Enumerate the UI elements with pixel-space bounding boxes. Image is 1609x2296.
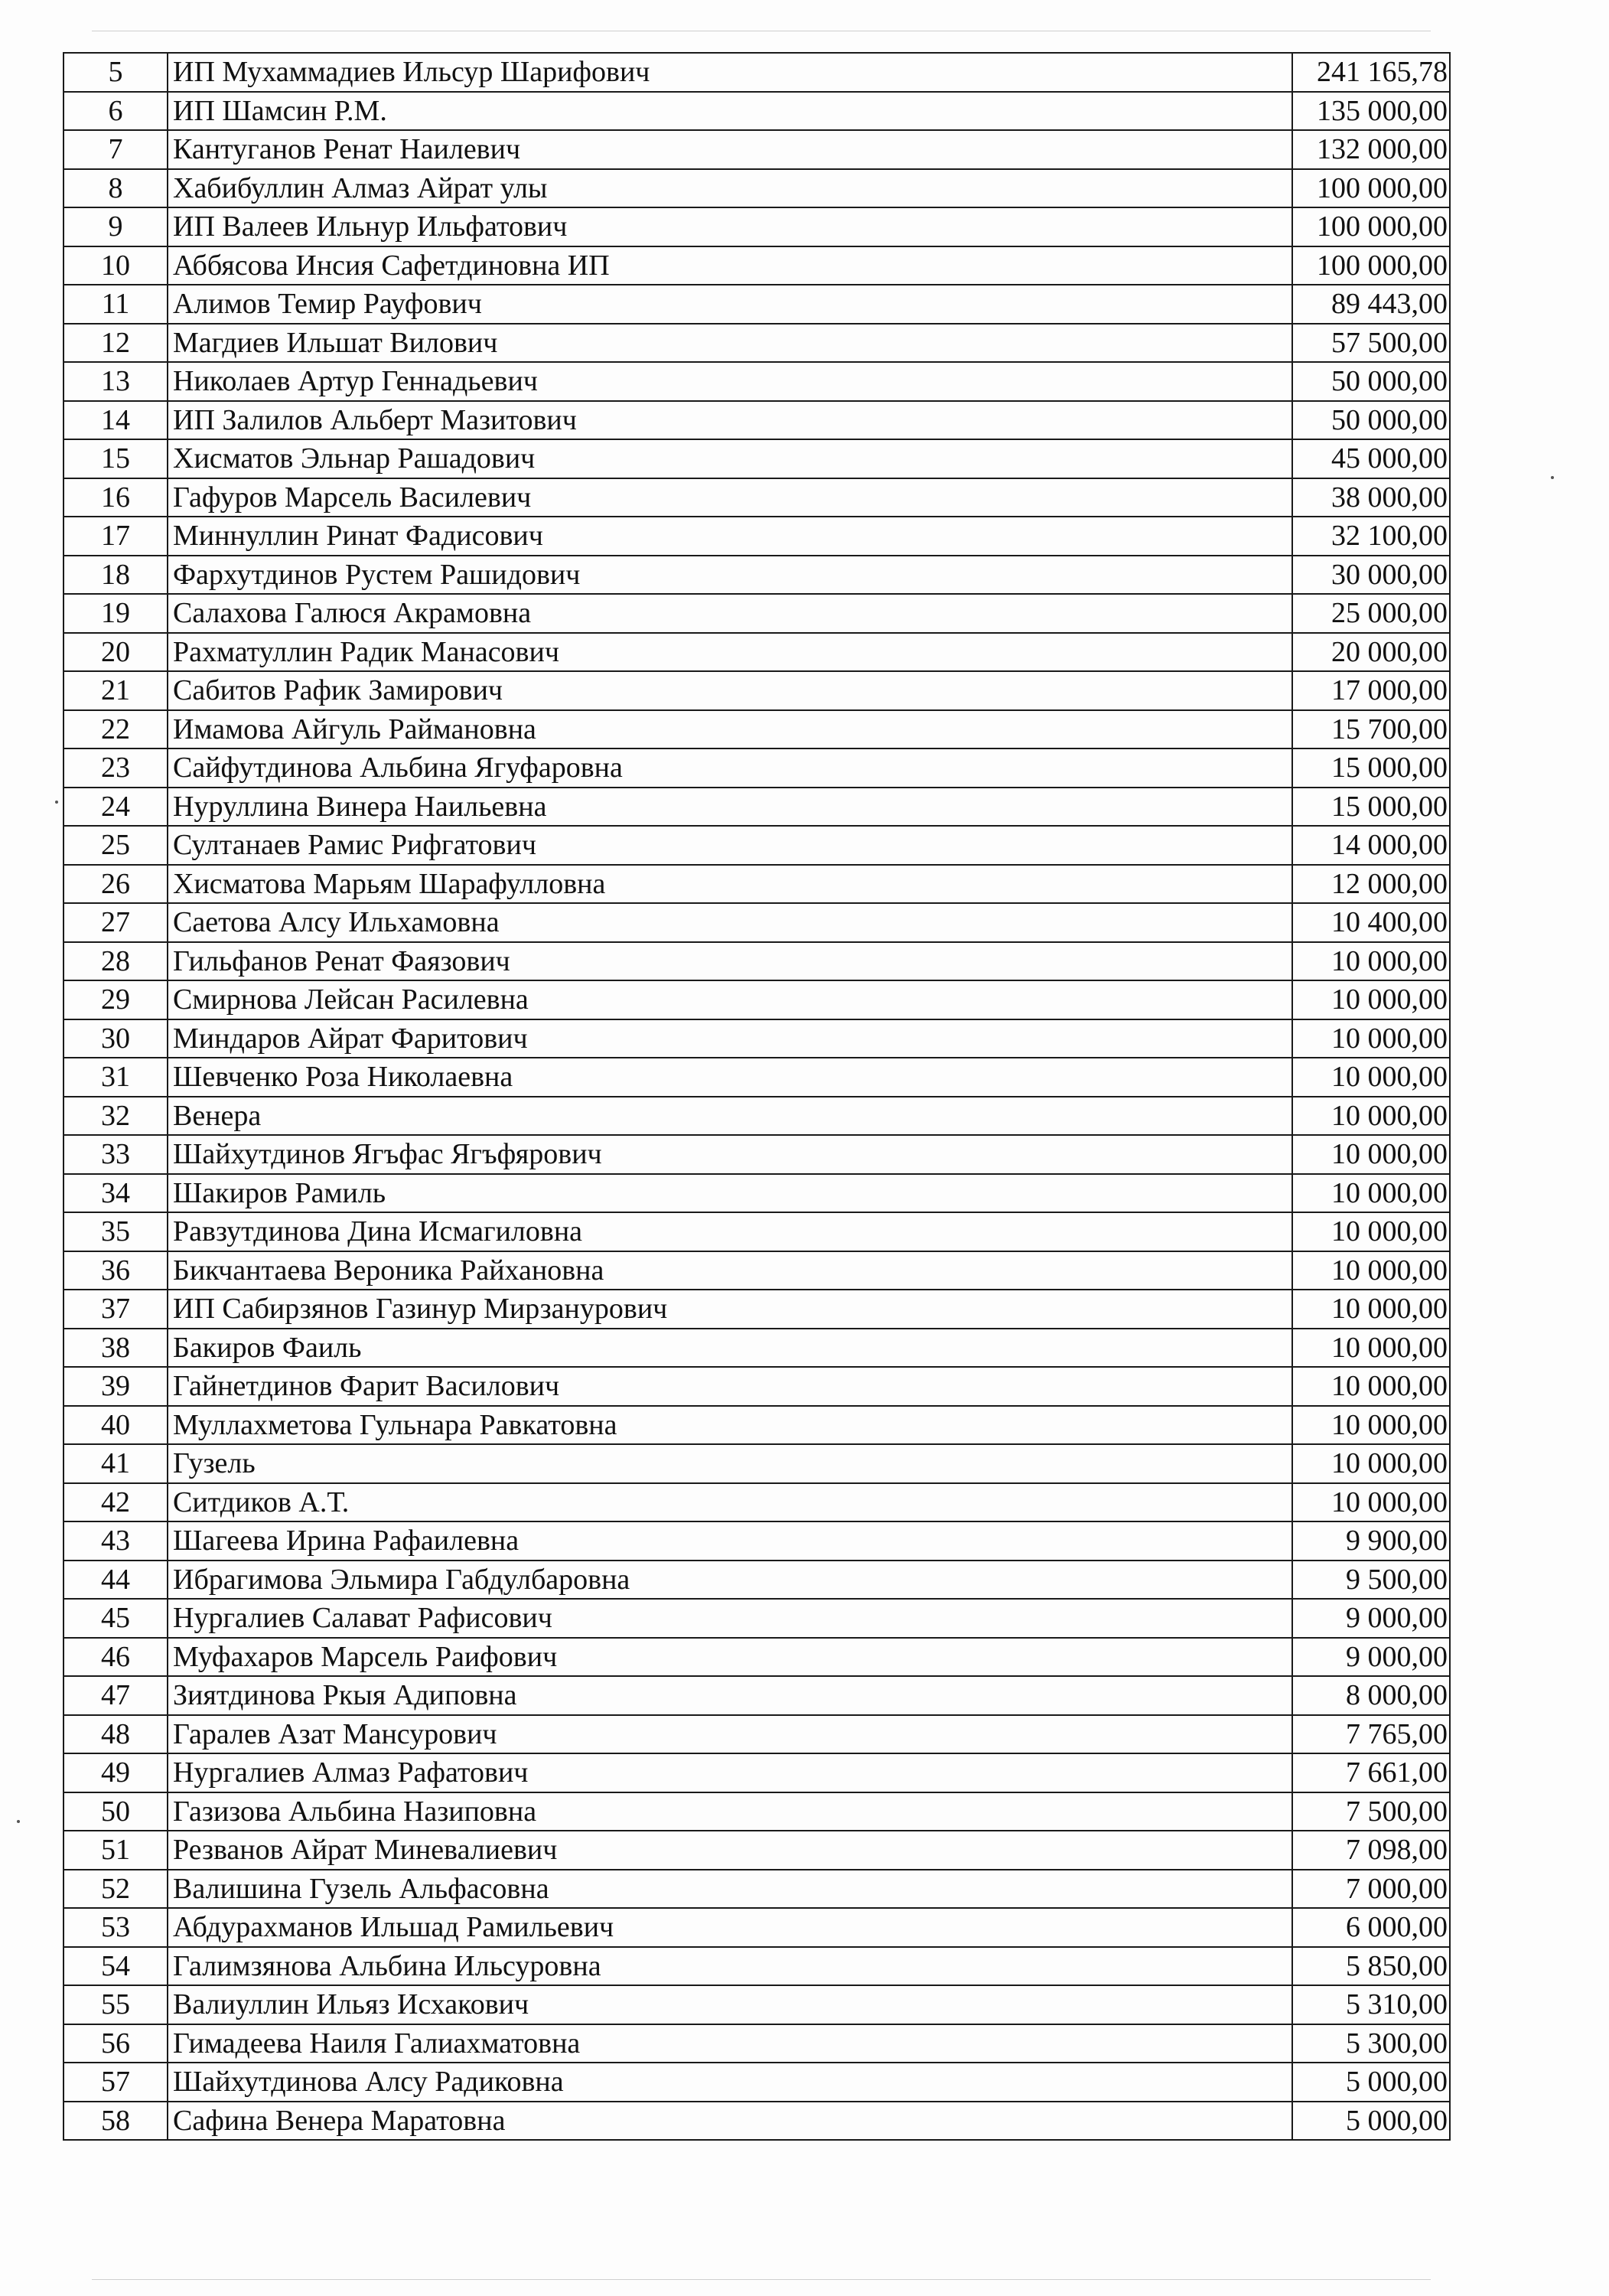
table-row: [64, 942, 1450, 981]
row-number: 8: [64, 169, 168, 208]
row-number: 54: [64, 1947, 168, 1986]
row-number: 10: [64, 246, 168, 285]
row-number: 19: [64, 594, 168, 633]
row-number: 34: [64, 1174, 168, 1213]
payment-amount: 10 400,00: [1292, 903, 1450, 942]
payer-name: Гимадеева Наиля Галиахматовна: [168, 2024, 1292, 2063]
table-row: [64, 1058, 1450, 1097]
table-row: [64, 1521, 1450, 1561]
payment-amount: 5 000,00: [1292, 2102, 1450, 2141]
payment-amount: 100 000,00: [1292, 207, 1450, 246]
payment-amount: 241 165,78: [1292, 53, 1450, 92]
payer-name: Зиятдинова Ркыя Адиповна: [168, 1676, 1292, 1715]
payment-amount: 135 000,00: [1292, 92, 1450, 131]
payment-amount: 10 000,00: [1292, 1058, 1450, 1097]
payment-amount: 10 000,00: [1292, 942, 1450, 981]
row-number: 53: [64, 1908, 168, 1947]
table-row: [64, 517, 1450, 556]
row-number: 57: [64, 2063, 168, 2102]
payment-amount: 10 000,00: [1292, 1251, 1450, 1290]
payer-name: Ситдиков А.Т.: [168, 1483, 1292, 1522]
table-row: [64, 285, 1450, 324]
payment-amount: 57 500,00: [1292, 324, 1450, 363]
table-row: [64, 1135, 1450, 1174]
payment-amount: 7 098,00: [1292, 1831, 1450, 1870]
table-row: [64, 1831, 1450, 1870]
payer-name: Сайфутдинова Альбина Ягуфаровна: [168, 748, 1292, 788]
payer-name: Шагеева Ирина Рафаилевна: [168, 1521, 1292, 1561]
row-number: 29: [64, 980, 168, 1019]
payment-amount: 10 000,00: [1292, 1483, 1450, 1522]
payer-name: Абдурахманов Ильшад Рамильевич: [168, 1908, 1292, 1947]
row-number: 9: [64, 207, 168, 246]
row-number: 41: [64, 1444, 168, 1483]
payment-amount: 30 000,00: [1292, 556, 1450, 595]
table-row: [64, 556, 1450, 595]
scan-artifact-line: [92, 2279, 1431, 2280]
payer-name: Гузель: [168, 1444, 1292, 1483]
row-number: 30: [64, 1019, 168, 1058]
table-row: [64, 439, 1450, 478]
payer-name: ИП Валеев Ильнур Ильфатович: [168, 207, 1292, 246]
table-row: [64, 788, 1450, 827]
row-number: 31: [64, 1058, 168, 1097]
row-number: 24: [64, 788, 168, 827]
row-number: 56: [64, 2024, 168, 2063]
table-row: [64, 130, 1450, 169]
table-row: [64, 1676, 1450, 1715]
row-number: 12: [64, 324, 168, 363]
row-number: 16: [64, 478, 168, 517]
table-row: [64, 207, 1450, 246]
payment-amount: 32 100,00: [1292, 517, 1450, 556]
payment-amount: 89 443,00: [1292, 285, 1450, 324]
payer-name: Нургалиев Салават Рафисович: [168, 1599, 1292, 1638]
table-row: [64, 1406, 1450, 1445]
payment-amount: 7 500,00: [1292, 1792, 1450, 1831]
payment-amount: 10 000,00: [1292, 980, 1450, 1019]
row-number: 26: [64, 865, 168, 904]
payer-name: Кантуганов Ренат Наилевич: [168, 130, 1292, 169]
payer-name: ИП Мухаммадиев Ильсур Шарифович: [168, 53, 1292, 92]
row-number: 11: [64, 285, 168, 324]
table-row: [64, 1097, 1450, 1136]
row-number: 47: [64, 1676, 168, 1715]
payer-name: Муфахаров Марсель Раифович: [168, 1638, 1292, 1677]
table-row: [64, 633, 1450, 672]
payer-name: Хисматова Марьям Шарафулловна: [168, 865, 1292, 904]
payment-amount: 10 000,00: [1292, 1174, 1450, 1213]
payment-amount: 10 000,00: [1292, 1097, 1450, 1136]
payment-amount: 7 661,00: [1292, 1753, 1450, 1792]
table-row: [64, 1290, 1450, 1329]
payment-amount: 9 900,00: [1292, 1521, 1450, 1561]
payment-amount: 8 000,00: [1292, 1676, 1450, 1715]
payer-name: Венера: [168, 1097, 1292, 1136]
payment-amount: 14 000,00: [1292, 826, 1450, 865]
payer-name: Гильфанов Ренат Фаязович: [168, 942, 1292, 981]
row-number: 37: [64, 1290, 168, 1329]
payer-name: Гайнетдинов Фарит Василович: [168, 1367, 1292, 1406]
payment-amount: 20 000,00: [1292, 633, 1450, 672]
payer-name: Галимзянова Альбина Ильсуровна: [168, 1947, 1292, 1986]
payer-name: Николаев Артур Геннадьевич: [168, 362, 1292, 401]
row-number: 42: [64, 1483, 168, 1522]
table-row: [64, 1985, 1450, 2024]
row-number: 44: [64, 1561, 168, 1600]
table-row: [64, 2024, 1450, 2063]
payment-amount: 10 000,00: [1292, 1019, 1450, 1058]
row-number: 6: [64, 92, 168, 131]
table-row: [64, 478, 1450, 517]
table-row: [64, 2063, 1450, 2102]
payment-amount: 50 000,00: [1292, 362, 1450, 401]
payment-amount: 132 000,00: [1292, 130, 1450, 169]
row-number: 49: [64, 1753, 168, 1792]
table-row: [64, 594, 1450, 633]
payment-amount: 100 000,00: [1292, 169, 1450, 208]
payer-name: Хабибуллин Алмаз Айрат улы: [168, 169, 1292, 208]
payer-name: Гафуров Марсель Василевич: [168, 478, 1292, 517]
table-row: [64, 362, 1450, 401]
payment-amount: 100 000,00: [1292, 246, 1450, 285]
table-row: [64, 1329, 1450, 1368]
payer-name: Салахова Галюся Акрамовна: [168, 594, 1292, 633]
table-row: [64, 748, 1450, 788]
payer-name: Равзутдинова Дина Исмагиловна: [168, 1212, 1292, 1251]
payment-amount: 5 850,00: [1292, 1947, 1450, 1986]
payment-amount: 38 000,00: [1292, 478, 1450, 517]
row-number: 14: [64, 401, 168, 440]
row-number: 17: [64, 517, 168, 556]
row-number: 21: [64, 671, 168, 710]
row-number: 13: [64, 362, 168, 401]
payer-name: Резванов Айрат Миневалиевич: [168, 1831, 1292, 1870]
row-number: 46: [64, 1638, 168, 1677]
payment-amount: 10 000,00: [1292, 1367, 1450, 1406]
payer-name: ИП Залилов Альберт Мазитович: [168, 401, 1292, 440]
payer-name: Гаралев Азат Мансурович: [168, 1715, 1292, 1754]
scan-speck: [17, 1820, 20, 1823]
payment-amount: 5 000,00: [1292, 2063, 1450, 2102]
row-number: 20: [64, 633, 168, 672]
row-number: 15: [64, 439, 168, 478]
payer-name: Шайхутдинов Ягъфас Ягъфярович: [168, 1135, 1292, 1174]
row-number: 45: [64, 1599, 168, 1638]
table-row: [64, 169, 1450, 208]
payment-amount: 50 000,00: [1292, 401, 1450, 440]
row-number: 33: [64, 1135, 168, 1174]
table-row: [64, 92, 1450, 131]
table-row: [64, 1174, 1450, 1213]
row-number: 55: [64, 1985, 168, 2024]
payments-table-body: [64, 53, 1450, 2140]
payer-name: Смирнова Лейсан Расилевна: [168, 980, 1292, 1019]
row-number: 25: [64, 826, 168, 865]
table-row: [64, 1019, 1450, 1058]
payer-name: Нургалиев Алмаз Рафатович: [168, 1753, 1292, 1792]
row-number: 58: [64, 2102, 168, 2141]
payer-name: Миннуллин Ринат Фадисович: [168, 517, 1292, 556]
payer-name: Хисматов Эльнар Рашадович: [168, 439, 1292, 478]
scan-speck: [55, 801, 58, 804]
row-number: 38: [64, 1329, 168, 1368]
row-number: 23: [64, 748, 168, 788]
row-number: 39: [64, 1367, 168, 1406]
payer-name: Миндаров Айрат Фаритович: [168, 1019, 1292, 1058]
payment-amount: 25 000,00: [1292, 594, 1450, 633]
payment-amount: 5 300,00: [1292, 2024, 1450, 2063]
payment-amount: 10 000,00: [1292, 1406, 1450, 1445]
payer-name: Аббясова Инсия Сафетдиновна ИП: [168, 246, 1292, 285]
table-row: [64, 1212, 1450, 1251]
payment-amount: 15 700,00: [1292, 710, 1450, 749]
table-row: [64, 1870, 1450, 1909]
table-row: [64, 1561, 1450, 1600]
payment-amount: 45 000,00: [1292, 439, 1450, 478]
table-row: [64, 1638, 1450, 1677]
payment-amount: 7 765,00: [1292, 1715, 1450, 1754]
table-row: [64, 980, 1450, 1019]
payer-name: Ибрагимова Эльмира Габдулбаровна: [168, 1561, 1292, 1600]
row-number: 36: [64, 1251, 168, 1290]
payer-name: Сафина Венера Маратовна: [168, 2102, 1292, 2141]
table-row: [64, 53, 1450, 92]
payment-amount: 6 000,00: [1292, 1908, 1450, 1947]
payment-amount: 9 000,00: [1292, 1599, 1450, 1638]
table-row: [64, 903, 1450, 942]
table-row: [64, 1251, 1450, 1290]
table-row: [64, 1792, 1450, 1831]
table-row: [64, 710, 1450, 749]
payer-name: Муллахметова Гульнара Равкатовна: [168, 1406, 1292, 1445]
payment-amount: 10 000,00: [1292, 1135, 1450, 1174]
payer-name: Шайхутдинова Алсу Радиковна: [168, 2063, 1292, 2102]
payer-name: Алимов Темир Рауфович: [168, 285, 1292, 324]
payer-name: Султанаев Рамис Рифгатович: [168, 826, 1292, 865]
payment-amount: 15 000,00: [1292, 748, 1450, 788]
payer-name: ИП Шамсин Р.М.: [168, 92, 1292, 131]
table-row: [64, 1753, 1450, 1792]
payment-amount: 10 000,00: [1292, 1329, 1450, 1368]
row-number: 28: [64, 942, 168, 981]
payer-name: Бикчантаева Вероника Райхановна: [168, 1251, 1292, 1290]
payment-amount: 7 000,00: [1292, 1870, 1450, 1909]
table-row: [64, 2102, 1450, 2141]
row-number: 5: [64, 53, 168, 92]
payment-amount: 15 000,00: [1292, 788, 1450, 827]
table-row: [64, 865, 1450, 904]
payer-name: Газизова Альбина Назиповна: [168, 1792, 1292, 1831]
payment-amount: 9 500,00: [1292, 1561, 1450, 1600]
scan-speck: [1551, 476, 1554, 479]
row-number: 35: [64, 1212, 168, 1251]
table-row: [64, 401, 1450, 440]
table-row: [64, 1715, 1450, 1754]
row-number: 48: [64, 1715, 168, 1754]
table-row: [64, 826, 1450, 865]
row-number: 7: [64, 130, 168, 169]
payer-name: Валишина Гузель Альфасовна: [168, 1870, 1292, 1909]
table-row: [64, 1483, 1450, 1522]
payment-amount: 5 310,00: [1292, 1985, 1450, 2024]
payer-name: Бакиров Фаиль: [168, 1329, 1292, 1368]
table-row: [64, 246, 1450, 285]
payer-name: Шакиров Рамиль: [168, 1174, 1292, 1213]
table-row: [64, 1599, 1450, 1638]
table-row: [64, 1444, 1450, 1483]
payer-name: Сабитов Рафик Замирович: [168, 671, 1292, 710]
table-row: [64, 1367, 1450, 1406]
payer-name: ИП Сабирзянов Газинур Мирзанурович: [168, 1290, 1292, 1329]
payments-table: [63, 52, 1451, 2141]
payer-name: Имамова Айгуль Раймановна: [168, 710, 1292, 749]
payment-amount: 10 000,00: [1292, 1444, 1450, 1483]
table-row: [64, 671, 1450, 710]
row-number: 40: [64, 1406, 168, 1445]
row-number: 22: [64, 710, 168, 749]
payer-name: Магдиев Ильшат Вилович: [168, 324, 1292, 363]
payer-name: Саетова Алсу Ильхамовна: [168, 903, 1292, 942]
payer-name: Рахматуллин Радик Манасович: [168, 633, 1292, 672]
table-row: [64, 1947, 1450, 1986]
payment-amount: 10 000,00: [1292, 1212, 1450, 1251]
payment-amount: 12 000,00: [1292, 865, 1450, 904]
payment-amount: 17 000,00: [1292, 671, 1450, 710]
payment-amount: 9 000,00: [1292, 1638, 1450, 1677]
table-row: [64, 1908, 1450, 1947]
row-number: 32: [64, 1097, 168, 1136]
row-number: 51: [64, 1831, 168, 1870]
table-row: [64, 324, 1450, 363]
payer-name: Шевченко Роза Николаевна: [168, 1058, 1292, 1097]
row-number: 43: [64, 1521, 168, 1561]
payer-name: Фархутдинов Рустем Рашидович: [168, 556, 1292, 595]
payer-name: Валиуллин Ильяз Исхакович: [168, 1985, 1292, 2024]
payment-amount: 10 000,00: [1292, 1290, 1450, 1329]
row-number: 50: [64, 1792, 168, 1831]
payer-name: Нуруллина Винера Наильевна: [168, 788, 1292, 827]
row-number: 52: [64, 1870, 168, 1909]
row-number: 27: [64, 903, 168, 942]
row-number: 18: [64, 556, 168, 595]
